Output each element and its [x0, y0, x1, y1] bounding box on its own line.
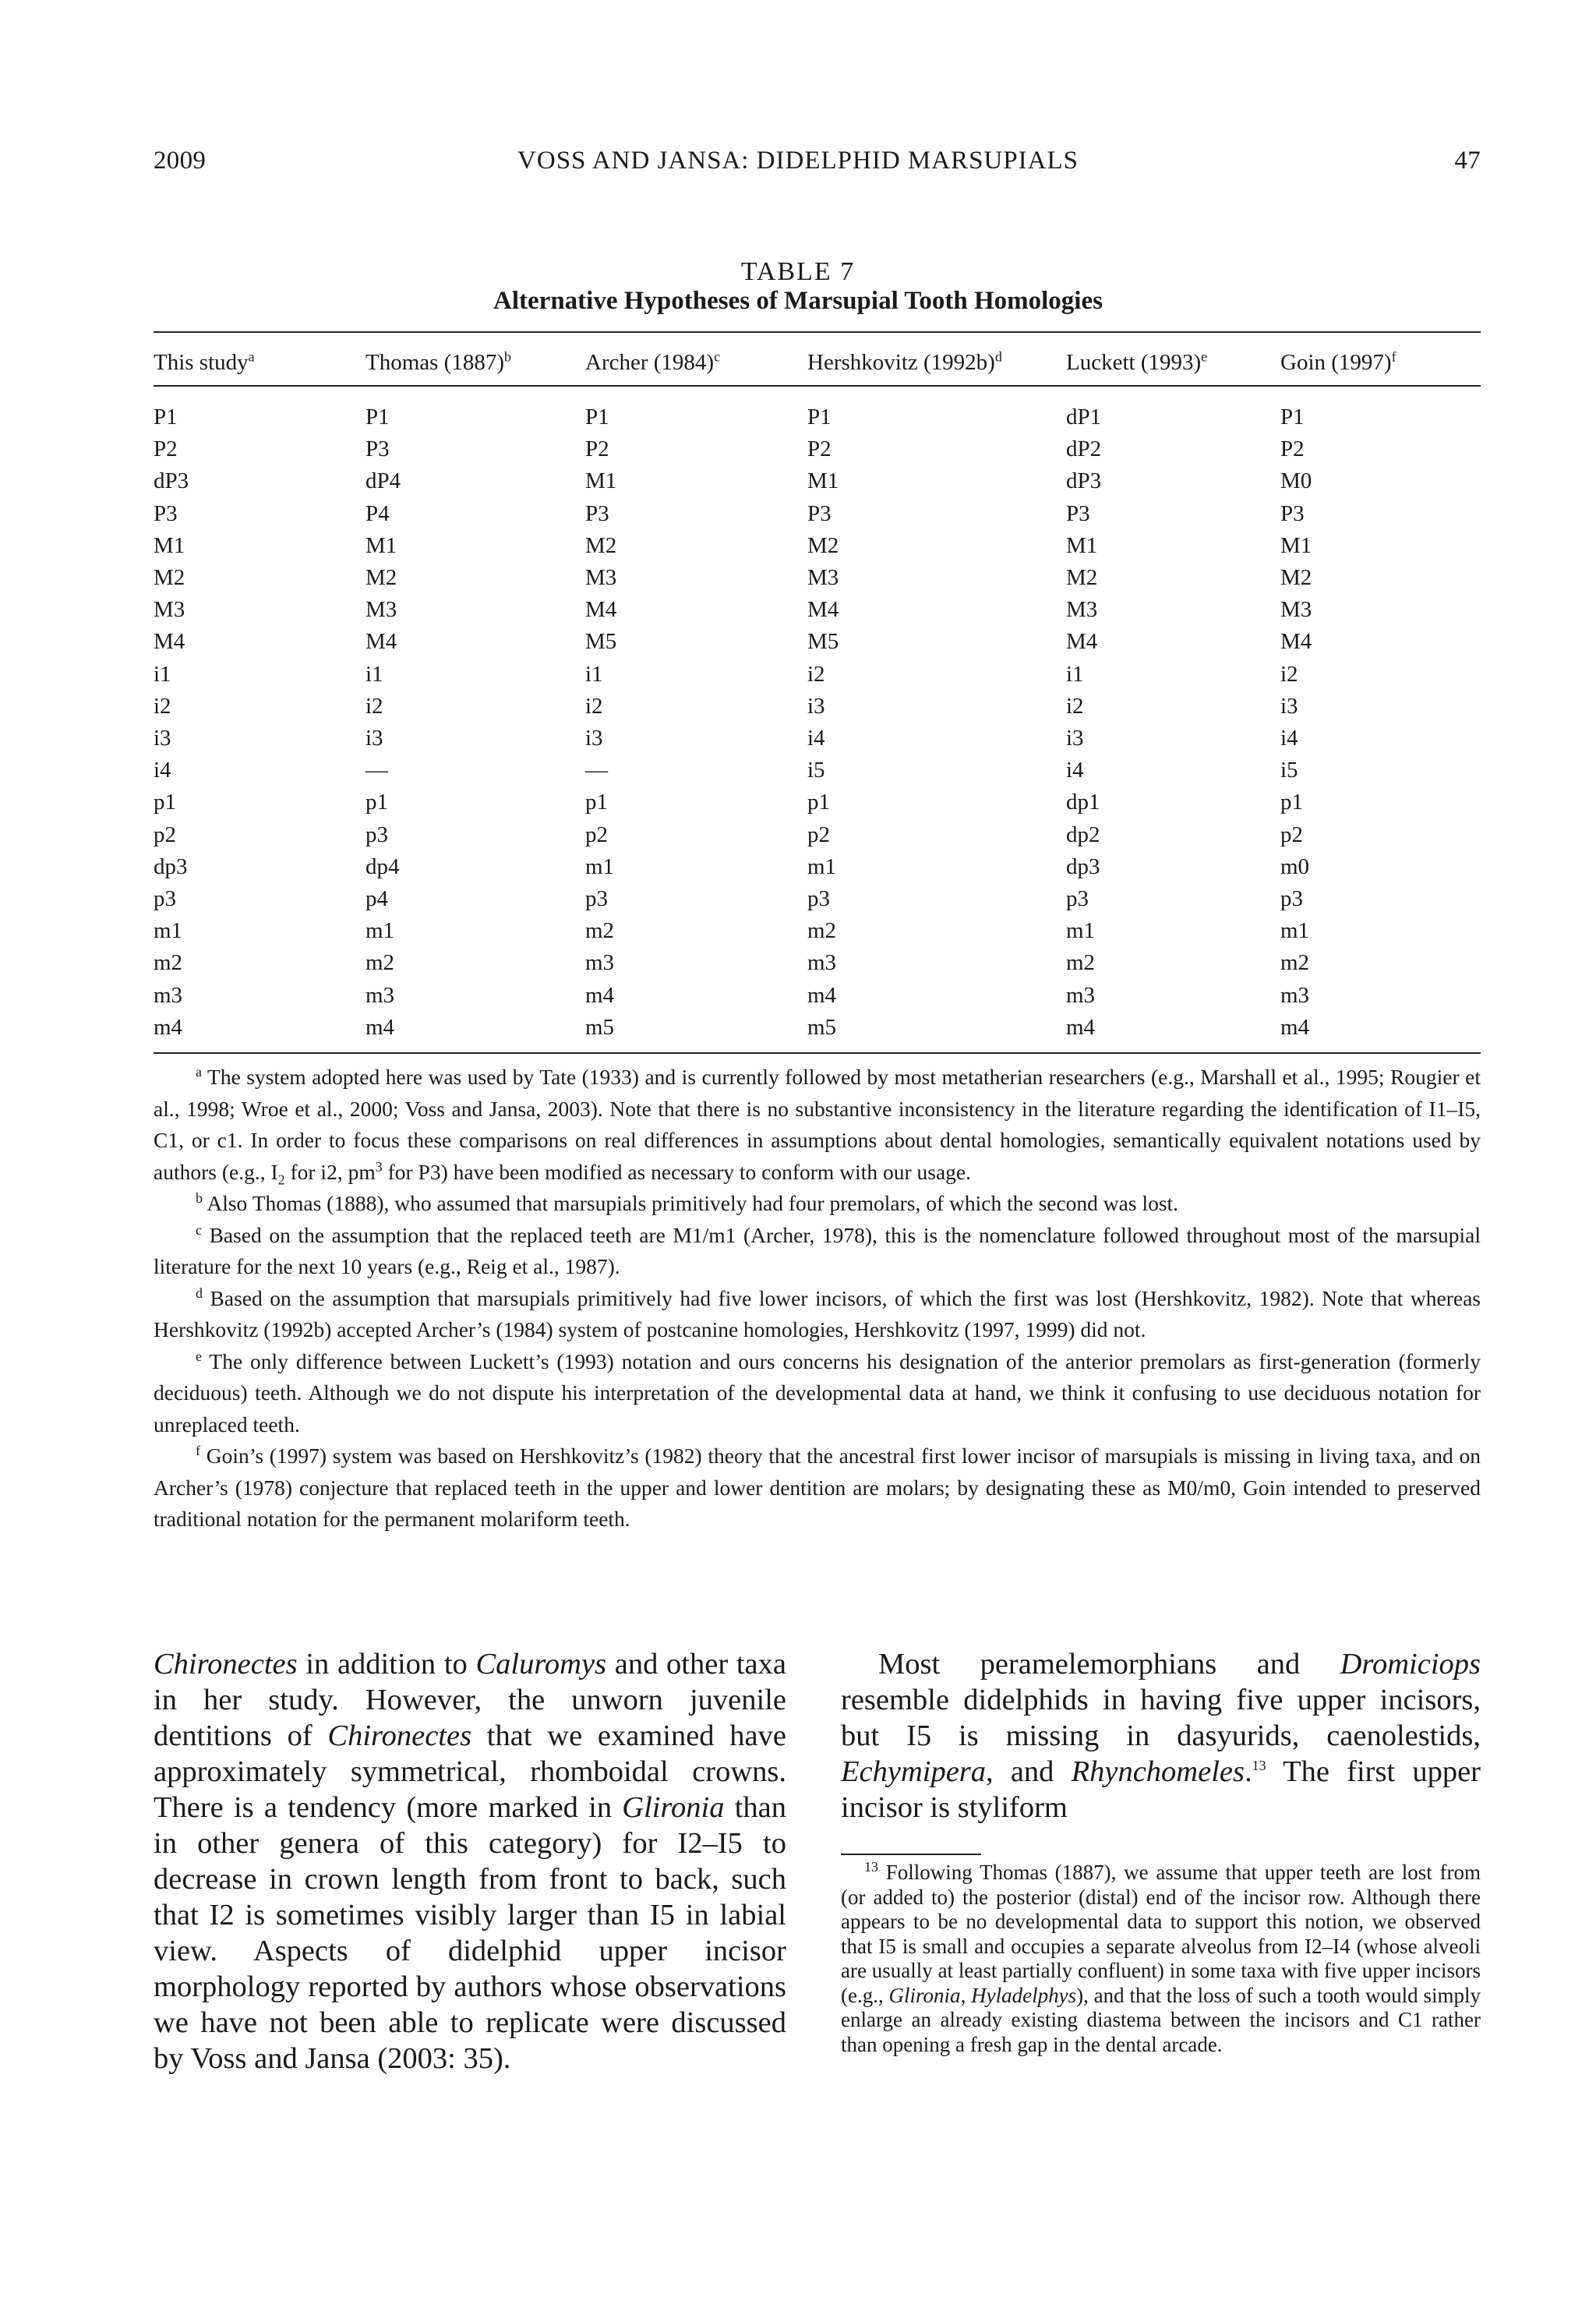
table-cell: — — [365, 758, 388, 783]
table-cell: p1 — [154, 790, 176, 815]
table-cell: i2 — [154, 693, 171, 719]
column-header: Goin $(1997)^f$ — [1280, 348, 1396, 375]
table-row — [154, 626, 1481, 658]
table-cell: P2 — [585, 436, 609, 462]
table-row — [154, 851, 1481, 883]
table-row — [154, 980, 1481, 1012]
table-cell: M1 — [365, 532, 397, 558]
body-column-right — [841, 1646, 1481, 1825]
table-row — [154, 659, 1481, 691]
table-cell: i4 — [1066, 758, 1084, 783]
table-cell: p2 — [154, 822, 176, 847]
table-cell: M3 — [585, 565, 617, 591]
table-cell: P1 — [365, 405, 390, 429]
table-cell: i3 — [1280, 693, 1298, 719]
table-cell: m1 — [1280, 918, 1310, 944]
table-cell: p3 — [365, 822, 388, 847]
footnote-rule — [841, 1854, 981, 1855]
table-cell: M3 — [1280, 597, 1312, 623]
table-cell: P3 — [1280, 500, 1305, 526]
table-cell: p1 — [1280, 790, 1303, 815]
table-cell: dp4 — [365, 854, 400, 879]
column-header: Archer $(1984)^c$ — [585, 348, 721, 375]
table-cell: p3 — [585, 886, 608, 912]
table-row — [154, 691, 1481, 723]
table-header-rule — [154, 385, 1481, 387]
table-cell: P3 — [154, 500, 178, 526]
tooth-homology-table — [154, 401, 1481, 1044]
table-row — [154, 915, 1481, 947]
table-cell: M2 — [365, 565, 397, 591]
table-row — [154, 530, 1481, 562]
table-cell: M4 — [807, 597, 839, 623]
table-cell: m2 — [585, 918, 615, 944]
table-cell: i2 — [585, 693, 603, 719]
table-row — [154, 786, 1481, 818]
table-cell: m2 — [1280, 950, 1310, 976]
table-cell: m2 — [807, 918, 837, 944]
table-cell: P1 — [154, 405, 178, 429]
table-cell: i4 — [154, 758, 171, 783]
table-footnote-d: $^d$ Based on the assumption that marsupials primitively had five lower incisors, of which the first was lost (Hershkovitz, 1982). Note that whereas Hershkovitz (1992b) accepted Archer’s (1984) system of postcanine homologies, Hershkovitz (1997, 1999) did not. — [154, 1285, 1481, 1341]
column-header: This study$^a$ — [154, 348, 255, 375]
footnote-ref-13: 13 — [1252, 1758, 1266, 1774]
table-top-rule — [154, 331, 1481, 333]
table-cell: dp3 — [1066, 854, 1100, 879]
table-cell: i1 — [585, 661, 603, 687]
table-row — [154, 1012, 1481, 1044]
running-header-title: VOSS AND JANSA: DIDELPHID MARSUPIALS — [517, 147, 1079, 175]
table-cell: i1 — [1066, 661, 1084, 687]
table-cell: M4 — [1066, 629, 1098, 655]
table-footnote-b: $^b$ Also Thomas (1888), who assumed that marsupials primitively had four premolars, of which the second was lost. — [196, 1189, 1179, 1215]
table-cell: i4 — [1280, 726, 1298, 751]
table-cell: m3 — [1066, 982, 1096, 1008]
table-cell: p3 — [1066, 886, 1089, 912]
table-cell: i2 — [807, 661, 825, 687]
table-cell: M1 — [807, 468, 839, 494]
table-cell: P2 — [1280, 436, 1305, 462]
table-row — [154, 723, 1481, 755]
table-cell: i3 — [585, 726, 603, 751]
table-cell: m3 — [1280, 982, 1310, 1008]
table-cell: dP1 — [1066, 405, 1102, 429]
table-row — [154, 465, 1481, 497]
table-bottom-rule — [154, 1052, 1481, 1054]
table-cell: dp2 — [1066, 822, 1100, 847]
table-footnote-f: $^f$ Goin’s (1997) system was based on Hershkovitz’s (1982) theory that the ancestral first lower incisor of marsupials is missing in living taxa, and on Archer’s (1978) conjecture that replaced teeth in the upper and lower dentition are molars; by designating these as M0/m0, Goin intended to preserved traditional notation for the permanent molariform teeth. — [154, 1442, 1481, 1531]
table-cell: M3 — [365, 597, 397, 623]
table-cell: m1 — [807, 854, 837, 879]
table-cell: m2 — [154, 950, 183, 976]
table-row — [154, 498, 1481, 530]
table-cell: M3 — [807, 565, 839, 591]
table-cell: i3 — [154, 726, 171, 751]
table-cell: P3 — [585, 500, 609, 526]
table-row — [154, 755, 1481, 786]
table-cell: M2 — [1066, 565, 1098, 591]
table-cell: P4 — [365, 500, 390, 526]
table-cell: p2 — [1280, 822, 1303, 847]
table-footnote-c: $^c$ Based on the assumption that the replaced teeth are M1/m1 (Archer, 1978), this is the nomenclature followed throughout most of the marsupial literature for the next 10 years (e.g., Reig et al., 1987). — [154, 1221, 1481, 1278]
table-cell: m1 — [154, 918, 183, 944]
table-cell: dp1 — [1066, 790, 1100, 815]
table-cell: p3 — [807, 886, 830, 912]
table-cell: P1 — [1280, 405, 1305, 429]
table-cell: m4 — [365, 1014, 395, 1040]
table-cell: p3 — [1280, 886, 1303, 912]
table-cell: m2 — [365, 950, 395, 976]
table-cell: M2 — [585, 532, 617, 558]
table-cell: i3 — [1066, 726, 1084, 751]
table-row — [154, 883, 1481, 915]
table-cell: m3 — [807, 950, 837, 976]
table-cell: m4 — [1280, 1014, 1310, 1040]
table-cell: i3 — [365, 726, 383, 751]
table-cell: m1 — [1066, 918, 1096, 944]
table-cell: p2 — [807, 822, 830, 847]
table-cell: P2 — [154, 436, 178, 462]
table-cell: p3 — [154, 886, 176, 912]
table-cell: M2 — [154, 565, 185, 591]
table-cell: p1 — [807, 790, 830, 815]
table-footnote-e: $^e$ The only difference between Luckett’s (1993) notation and ours concerns his designation of the anterior premolars as first-generation (formerly deciduous) teeth. Although we do not dispute his interpretation of the developmental data at hand, we think it confusing to use deciduous notation for unreplaced teeth. — [154, 1348, 1481, 1437]
table-cell: m4 — [585, 982, 615, 1008]
table-row — [154, 562, 1481, 594]
table-cell: m5 — [585, 1014, 615, 1040]
table-cell: M2 — [1280, 565, 1312, 591]
column-header: Luckett $(1993)^e$ — [1066, 348, 1208, 375]
table-cell: M4 — [1280, 629, 1312, 655]
table-cell: m4 — [154, 1014, 183, 1040]
table-cell: m1 — [365, 918, 395, 944]
table-cell: p1 — [365, 790, 388, 815]
table-header-row — [154, 347, 1481, 378]
table-cell: p2 — [585, 822, 608, 847]
table-cell: M1 — [154, 532, 185, 558]
table-cell: M4 — [154, 629, 185, 655]
table-footnote-a: $^a$ The system adopted here was used by Tate (1933) and is currently followed by most metatherian researchers (e.g., Marshall et al., 1995; Rougier et al., 1998; Wroe et al., 2000; Voss and Jansa, 2003). Note that there is no substantive inconsistency in the literature regarding the identification of I1–I5, C1, or c1. In order to focus these comparisons on real differences in assumptions about dental homologies, semantically equivalent notations used by authors (e.g., $I_2$ for i2, $pm^3$ for P3) have been modified as necessary to conform with our usage. — [154, 1063, 1481, 1187]
table-cell: i2 — [1280, 661, 1298, 687]
table-cell: i5 — [1280, 758, 1298, 783]
table-cell: P3 — [1066, 500, 1090, 526]
table-cell: m5 — [807, 1014, 837, 1040]
body-paragraph-left: Chironectes in addition to Caluromys and other taxa in her study. However, the unworn juvenile dentitions of Chironectes that we examined have approximately symmetrical, rhomboidal crowns. There is a tendency (more marked in Glironia than in other genera of this category) for I2–I5 to decrease in crown length from front to back, such that I2 is sometimes visibly larger than I5 in labial view. Aspects of didelphid upper incisor morphology reported by authors whose observations we have not been able to replicate were discussed by Voss and Jansa (2003: 35). — [154, 1648, 786, 2075]
table-cell: P1 — [807, 405, 832, 429]
table-cell: — — [585, 758, 608, 783]
table-cell: i2 — [365, 693, 383, 719]
table-row — [154, 594, 1481, 626]
column-header: Hershkovitz $(1992b)^d$ — [807, 348, 1002, 375]
table-cell: p1 — [585, 790, 608, 815]
table-cell: M0 — [1280, 468, 1312, 494]
table-cell: i5 — [807, 758, 825, 783]
table-cell: i1 — [154, 661, 171, 687]
table-row — [154, 433, 1481, 465]
body-paragraph-right: Most peramelemorphians and Dromiciops resemble didelphids in having five upper incisors, but I5 is missing in dasyurids, caenolestids, Echymipera, and Rhynchomeles.$^{13}$ The first upper incisor is styliform — [841, 1648, 1481, 1824]
table-cell: i3 — [807, 693, 825, 719]
table-cell: m1 — [585, 854, 615, 879]
table-cell: i4 — [807, 726, 825, 751]
table-cell: M4 — [585, 597, 617, 623]
table-cell: P2 — [807, 436, 832, 462]
table-cell: M4 — [365, 629, 397, 655]
table-cell: M1 — [1066, 532, 1098, 558]
table-cell: m3 — [585, 950, 615, 976]
table-body — [154, 401, 1481, 1044]
table-row — [154, 947, 1481, 979]
footnote-13: $^{13}$ Following Thomas (1887), we assume that upper teeth are lost from (or added to) the posterior (distal) end of the incisor row. Although there appears to be no developmental data to support this notion, we observed that I5 is small and occupies a separate alveolus from I2–I4 (whose alveoli are usually at least partially confluent) in some taxa with five upper incisors (e.g., Glironia, Hyladelphys), and that the loss of such a tooth would simply enlarge an already existing diastema between the incisors and C1 rather than opening a fresh gap in the dental arcade. — [841, 1859, 1481, 2056]
table-cell: M1 — [1280, 532, 1312, 558]
table-cell: M1 — [585, 468, 617, 494]
table-cell: dp3 — [154, 854, 188, 879]
page-number: 47 — [1454, 147, 1481, 175]
table-number: TABLE 7 — [740, 257, 856, 286]
table-cell: dP3 — [1066, 468, 1102, 494]
body-column-left — [154, 1646, 786, 2076]
table-header — [154, 347, 1481, 378]
table-footnotes — [154, 1062, 1481, 1536]
table-cell: i1 — [365, 661, 383, 687]
table-cell: P1 — [585, 405, 609, 429]
table-cell: M2 — [807, 532, 839, 558]
table-cell: p4 — [365, 886, 388, 912]
table-cell: dP3 — [154, 468, 189, 494]
table-cell: M5 — [585, 629, 617, 655]
running-header-year: 2009 — [154, 147, 207, 175]
table-row — [154, 401, 1481, 433]
table-cell: M3 — [1066, 597, 1098, 623]
table-cell: m3 — [154, 982, 183, 1008]
table-cell: M3 — [154, 597, 185, 623]
column-header: Thomas $(1887)^b$ — [365, 348, 511, 375]
table-cell: P3 — [365, 436, 390, 462]
table-cell: m4 — [807, 982, 837, 1008]
table-cell: m4 — [1066, 1014, 1096, 1040]
table-cell: i2 — [1066, 693, 1084, 719]
table-cell: m0 — [1280, 854, 1310, 879]
table-cell: m2 — [1066, 950, 1096, 976]
table-cell: M5 — [807, 629, 839, 655]
table-title: Alternative Hypotheses of Marsupial Tooth Homologies — [493, 287, 1103, 315]
table-row — [154, 819, 1481, 851]
table-cell: dP2 — [1066, 436, 1102, 462]
table-cell: dP4 — [365, 468, 401, 494]
table-cell: m3 — [365, 982, 395, 1008]
table-cell: P3 — [807, 500, 832, 526]
